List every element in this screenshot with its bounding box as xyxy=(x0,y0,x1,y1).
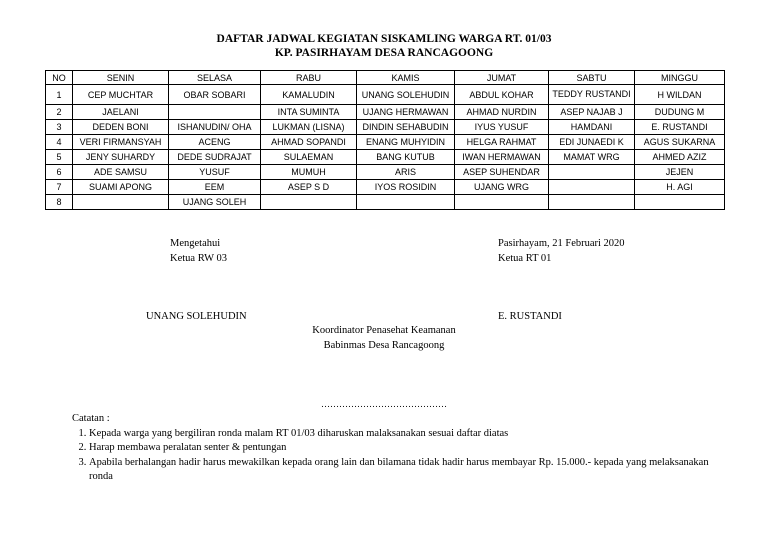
column-header: KAMIS xyxy=(357,71,455,85)
table-cell: ARIS xyxy=(357,165,455,180)
table-cell: JEJEN xyxy=(635,165,725,180)
table-cell: VERI FIRMANSYAH xyxy=(73,135,169,150)
table-cell: OBAR SOBARI xyxy=(169,85,261,105)
column-header: JUMAT xyxy=(455,71,549,85)
table-cell: ASEP SUHENDAR xyxy=(455,165,549,180)
column-header: SELASA xyxy=(169,71,261,85)
table-cell: H. AGI xyxy=(635,180,725,195)
left-approval-role: Ketua RW 03 xyxy=(170,253,227,264)
table-cell: ACENG xyxy=(169,135,261,150)
table-cell: HELGA RAHMAT xyxy=(455,135,549,150)
column-header: NO xyxy=(46,71,73,85)
table-cell: DEDE SUDRAJAT xyxy=(169,150,261,165)
table-cell: IYOS ROSIDIN xyxy=(357,180,455,195)
column-header: MINGGU xyxy=(635,71,725,85)
table-cell xyxy=(261,195,357,210)
table-cell xyxy=(73,195,169,210)
table-cell: JENY SUHARDY xyxy=(73,150,169,165)
table-cell: UJANG HERMAWAN xyxy=(357,105,455,120)
table-cell: SULAEMAN xyxy=(261,150,357,165)
table-cell: KAMALUDIN xyxy=(261,85,357,105)
table-cell: 1 xyxy=(46,85,73,105)
table-cell: JAELANI xyxy=(73,105,169,120)
table-cell: EDI JUNAEDI K xyxy=(549,135,635,150)
table-cell xyxy=(357,195,455,210)
table-cell: ISHANUDIN/ OHA xyxy=(169,120,261,135)
table-cell: DEDEN BONI xyxy=(73,120,169,135)
right-approval-role: Ketua RT 01 xyxy=(498,253,552,264)
place-date: Pasirhayam, 21 Februari 2020 xyxy=(498,238,625,249)
table-cell xyxy=(549,195,635,210)
right-signatory-name: E. RUSTANDI xyxy=(498,311,562,322)
table-cell: ENANG MUHYIDIN xyxy=(357,135,455,150)
table-cell xyxy=(549,165,635,180)
center-signature-line: …………………………………… xyxy=(321,399,447,409)
column-header: SENIN xyxy=(73,71,169,85)
table-cell: TEDDY RUSTANDI xyxy=(549,85,635,105)
table-cell: UJANG WRG xyxy=(455,180,549,195)
table-cell xyxy=(169,105,261,120)
table-cell: HAMDANI xyxy=(549,120,635,135)
table-cell: MUMUH xyxy=(261,165,357,180)
table-cell: MAMAT WRG xyxy=(549,150,635,165)
table-cell: UJANG SOLEH xyxy=(169,195,261,210)
notes-heading: Catatan : xyxy=(72,413,110,424)
table-cell: AHMAD NURDIN xyxy=(455,105,549,120)
notes-list xyxy=(72,427,712,485)
document-subtitle: KP. PASIRHAYAM DESA RANCAGOONG xyxy=(274,47,494,59)
column-header: RABU xyxy=(261,71,357,85)
table-cell: 2 xyxy=(46,105,73,120)
table-row xyxy=(46,105,725,120)
table-cell: DUDUNG M xyxy=(635,105,725,120)
center-approval-role: Koordinator Penasehat Keamanan xyxy=(312,325,456,336)
table-cell: 5 xyxy=(46,150,73,165)
note-item: 1. Kepada warga yang bergiliran ronda malam RT 01/03 diharuskan malaksanakan sesuai daftar diatas xyxy=(89,427,712,442)
table-cell: EEM xyxy=(169,180,261,195)
table-cell: ASEP NAJAB J xyxy=(549,105,635,120)
column-header: SABTU xyxy=(549,71,635,85)
table-cell: DINDIN SEHABUDIN xyxy=(357,120,455,135)
table-cell: LUKMAN (LISNA) xyxy=(261,120,357,135)
document-title: DAFTAR JADWAL KEGIATAN SISKAMLING WARGA RT. 01/03 xyxy=(216,33,552,45)
left-approval-label: Mengetahui xyxy=(170,238,221,249)
table-cell: 8 xyxy=(46,195,73,210)
table-cell: 3 xyxy=(46,120,73,135)
center-approval-org: Babinmas Desa Rancagoong xyxy=(323,340,445,351)
table-cell: SUAMI APONG xyxy=(73,180,169,195)
table-row xyxy=(46,150,725,165)
table-cell: IWAN HERMAWAN xyxy=(455,150,549,165)
table-cell xyxy=(549,180,635,195)
table-cell: ASEP S D xyxy=(261,180,357,195)
table-cell: AGUS SUKARNA xyxy=(635,135,725,150)
table-header-row xyxy=(46,71,725,85)
table-cell: ABDUL KOHAR xyxy=(455,85,549,105)
table-cell xyxy=(455,195,549,210)
table-cell xyxy=(635,195,725,210)
note-item: 3. Apabila berhalangan hadir harus mewakilkan kepada orang lain dan bilamana tidak hadir harus membayar Rp. 15.000.- kepada yang melaksanakan ronda xyxy=(89,456,712,485)
table-cell: INTA SUMINTA xyxy=(261,105,357,120)
table-cell: ADE SAMSU xyxy=(73,165,169,180)
left-signatory-name: UNANG SOLEHUDIN xyxy=(146,311,247,322)
table-cell: CEP MUCHTAR xyxy=(73,85,169,105)
table-cell: IYUS YUSUF xyxy=(455,120,549,135)
notes-section xyxy=(72,412,712,485)
table-cell: H WILDAN xyxy=(635,85,725,105)
table-cell: AHMAD SOPANDI xyxy=(261,135,357,150)
table-row xyxy=(46,135,725,150)
note-item: 2. Harap membawa peralatan senter & pentungan xyxy=(89,441,712,456)
table-row xyxy=(46,180,725,195)
table-cell: E. RUSTANDI xyxy=(635,120,725,135)
table-row xyxy=(46,195,725,210)
table-row xyxy=(46,120,725,135)
table-row xyxy=(46,165,725,180)
table-cell: 6 xyxy=(46,165,73,180)
table-cell: YUSUF xyxy=(169,165,261,180)
table-cell: 7 xyxy=(46,180,73,195)
schedule-table xyxy=(45,70,725,210)
table-cell: 4 xyxy=(46,135,73,150)
table-cell: BANG KUTUB xyxy=(357,150,455,165)
table-row xyxy=(46,85,725,105)
table-cell: AHMED AZIZ xyxy=(635,150,725,165)
table-cell: UNANG SOLEHUDIN xyxy=(357,85,455,105)
